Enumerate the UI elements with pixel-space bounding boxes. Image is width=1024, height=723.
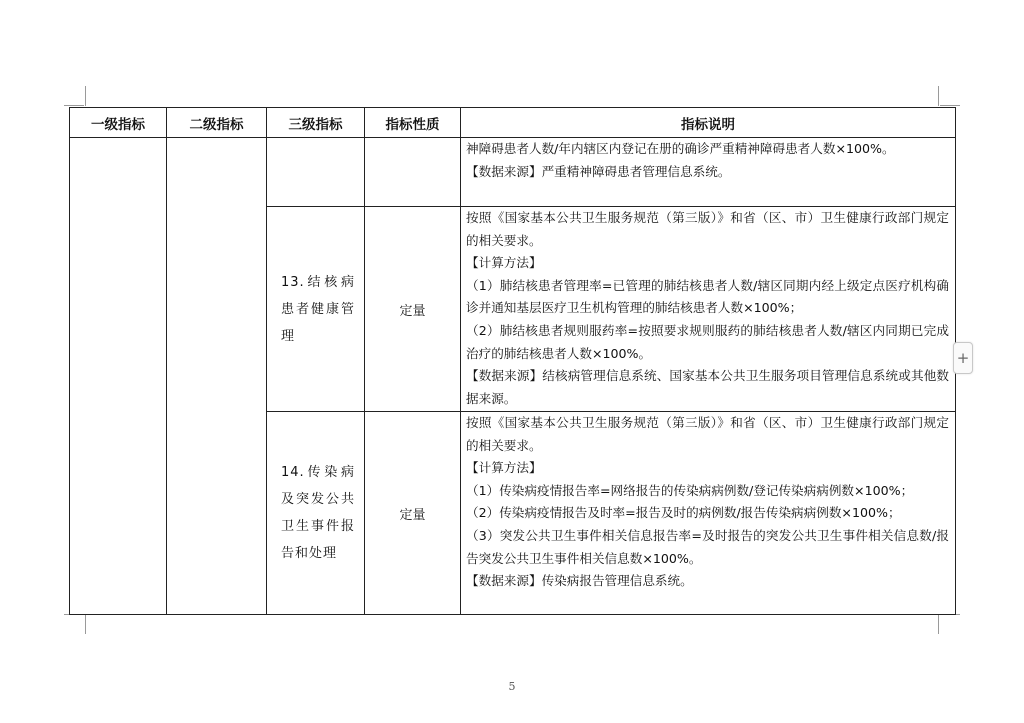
table-header-row (70, 108, 956, 138)
description-line: 【计算方法】 (466, 460, 542, 476)
header-nature: 指标性质 (365, 108, 461, 138)
indicator-cell: 14.传染病及突发公共卫生事件报告和处理 (267, 412, 365, 615)
header-description: 指标说明 (461, 108, 956, 138)
crop-mark-bottom-left-v (85, 614, 86, 634)
level1-cell (70, 138, 167, 615)
header-level3: 三级指标 (267, 108, 365, 138)
description-line: 【数据来源】结核病管理信息系统、国家基本公共卫生服务项目管理信息系统或其他数据来源。 (466, 368, 949, 406)
expand-panel-button[interactable]: + (953, 342, 973, 374)
indicator-table (69, 107, 956, 615)
description-cell (461, 207, 956, 412)
description-cell (461, 138, 956, 207)
crop-mark-top-left-h (64, 105, 84, 106)
description-line: 按照《国家基本公共卫生服务规范（第三版）》和省（区、市）卫生健康行政部门规定的相关要求。 (466, 415, 949, 453)
nature-cell: 定量 (365, 207, 461, 412)
description-line: （2）传染病疫情报告及时率=报告及时的病例数/报告传染病病例数×100%； (466, 505, 901, 521)
nature-cell (365, 138, 461, 207)
level2-cell (167, 138, 267, 615)
description-line: 【数据来源】传染病报告管理信息系统。 (466, 573, 693, 589)
crop-mark-top-right-h (940, 105, 960, 106)
description-line: 按照《国家基本公共卫生服务规范（第三版）》和省（区、市）卫生健康行政部门规定的相关要求。 (466, 210, 949, 248)
nature-cell: 定量 (365, 412, 461, 615)
crop-mark-bottom-right-v (938, 614, 939, 634)
description-line: （1）传染病疫情报告率=网络报告的传染病病例数/登记传染病病例数×100%； (466, 482, 914, 498)
description-line: （3）突发公共卫生事件相关信息报告率=及时报告的突发公共卫生事件相关信息数/报告突发公共卫生事件相关信息数×100%。 (466, 527, 949, 566)
indicator-cell (267, 138, 365, 207)
header-level1: 一级指标 (70, 108, 167, 138)
description-cell (461, 412, 956, 615)
page-number: 5 (508, 680, 516, 693)
crop-mark-top-right-v (938, 86, 939, 106)
indicator-cell: 13.结核病患者健康管理 (267, 207, 365, 412)
description-line: （1）肺结核患者管理率=已管理的肺结核患者人数/辖区同期内经上级定点医疗机构确诊并通知基层医疗卫生机构管理的肺结核患者人数×100%； (466, 277, 949, 316)
description-line: 【计算方法】 (466, 255, 542, 271)
description-line: 神障碍患者人数/年内辖区内登记在册的确诊严重精神障碍患者人数×100%。 (466, 141, 895, 156)
description-line: 【数据来源】严重精神障碍患者管理信息系统。 (466, 163, 731, 179)
crop-mark-top-left-v (85, 86, 86, 106)
description-line: （2）肺结核患者规则服药率=按照要求规则服药的肺结核患者人数/辖区内同期已完成治疗的肺结核患者人数×100%。 (466, 322, 949, 361)
header-level2: 二级指标 (167, 108, 267, 138)
table-row (70, 138, 956, 207)
